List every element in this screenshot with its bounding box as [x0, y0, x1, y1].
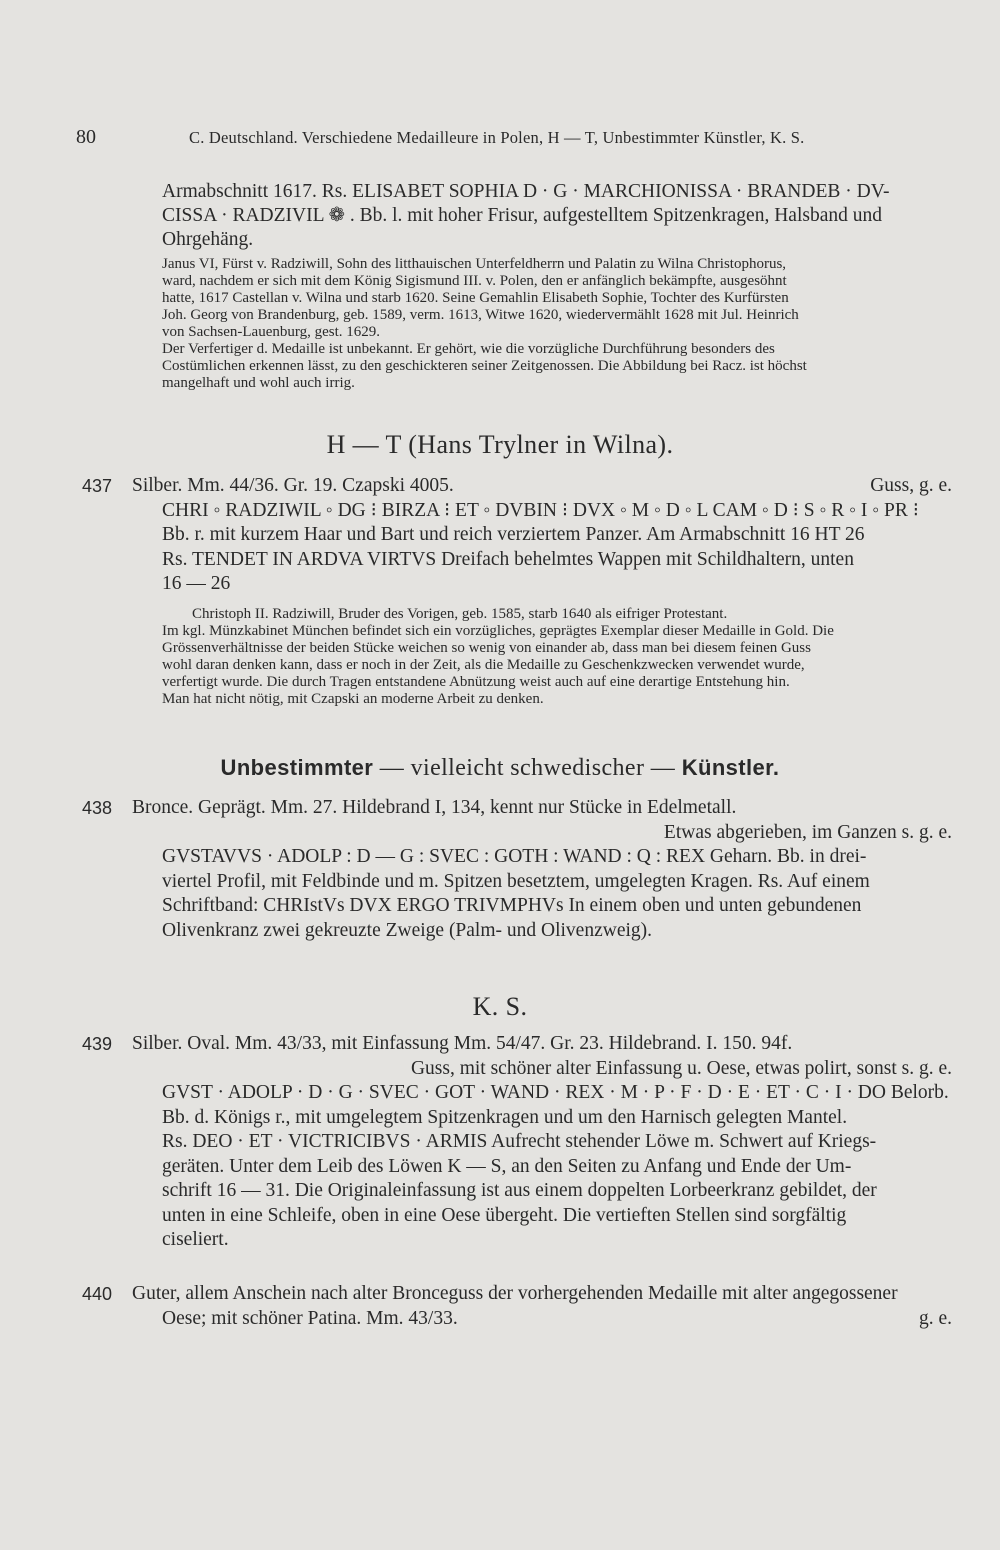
condition-text: g. e. — [918, 1307, 952, 1329]
heading-part: Künstler. — [681, 755, 780, 780]
text-line: CISSA · RADZIVIL ❁ . Bb. l. mit hoher Frisur, aufgestelltem Spitzenkragen, Halsband und — [162, 205, 882, 226]
note-line: Im kgl. Münzkabinet München befindet sich ein vorzügliches, geprägtes Exemplar dieser Medaille in Gold. Die — [162, 623, 834, 639]
note-line: ward, nachdem er sich mit dem König Sigismund III. v. Polen, den er anfänglich bekämpfte, ausgesöhnt — [162, 273, 787, 289]
section-heading-ks: K. S. — [472, 992, 528, 1021]
text-line: Ohrgehäng. — [162, 229, 254, 250]
inscription-line: CHRI ◦ RADZIWIL ◦ DG ⁝ BIRZA ⁝ ET ◦ DVBIN ⁝ DVX ◦ M ◦ D ◦ L CAM ◦ D ⁝ S ◦ R ◦ I ◦ PR ⁝ — [162, 499, 919, 521]
heading-part: Unbestimmter — [220, 755, 374, 780]
note-line: mangelhaft und wohl auch irrig. — [162, 375, 355, 391]
description-text: Guter, allem Anschein nach alter Bronceguss der vorhergehenden Medaille mit alter angegossener — [132, 1283, 898, 1304]
note-line: hatte, 1617 Castellan v. Wilna und starb 1620. Seine Gemahlin Elisabeth Sophie, Tochter des Kurfürsten — [162, 290, 789, 306]
description-text: Bronce. Geprägt. Mm. 27. Hildebrand I, 134, kennt nur Stücke in Edelmetall. — [132, 797, 737, 818]
note-line: Joh. Georg von Brandenburg, geb. 1589, verm. 1613, Witwe 1620, wiedervermählt 1628 mit Jul. Heinrich — [162, 307, 799, 323]
text-line: Bb. r. mit kurzem Haar und Bart und reich verziertem Panzer. Am Armabschnitt 16 HT 26 — [162, 524, 865, 545]
note-line: von Sachsen-Lauenburg, gest. 1629. — [162, 324, 381, 340]
text-line: viertel Profil, mit Feldbinde und m. Spitzen besetztem, umgelegten Kragen. Rs. Auf einem — [162, 870, 870, 892]
entry-number: 440 — [82, 1284, 113, 1304]
continuation-text — [0, 180, 1000, 252]
description-text: Oese; mit schöner Patina. Mm. 43/33. — [162, 1307, 458, 1329]
text-line: Schriftband: CHRIstVs DVX ERGO TRIVMPHVs In einem oben und unten gebundenen — [162, 895, 862, 916]
inscription-line: GVST · ADOLP · D · G · SVEC · GOT · WAND · REX · M · P · F · D · E · ET · C · I · DO Belorb. — [162, 1082, 949, 1103]
note-line: Man hat nicht nötig, mit Czapski an moderne Arbeit zu denken. — [162, 691, 544, 707]
text-line: 16 — 26 — [162, 573, 231, 594]
text-line: ciseliert. — [162, 1229, 229, 1250]
note-line: wohl daran denken kann, dass er noch in der Zeit, als die Medaille zu Geschenkzwecken verwendet wurde, — [162, 657, 805, 673]
text-line: Rs. DEO · ET · VICTRICIBVS · ARMIS Aufrecht stehender Löwe m. Schwert auf Kriegs- — [162, 1131, 877, 1152]
note-line: verfertigt wurde. Die durch Tragen entstandene Abnützung weist auch auf eine derartige Entstehung hin. — [162, 674, 790, 690]
condition-text: Guss, g. e. — [870, 475, 952, 496]
note-line: Grössenverhältnisse der beiden Stücke weichen so wenig von einander ab, dass man bei diesem feinen Guss — [162, 640, 811, 656]
text-line: unten in eine Schleife, oben in eine Oese übergeht. Die vertieften Stellen sind sorgfältig — [162, 1204, 847, 1226]
entry-second-line — [0, 1307, 1000, 1332]
text-line: Armabschnitt 1617. Rs. ELISABET SOPHIA D · G · MARCHIONISSA · BRANDEB · DV- — [162, 181, 890, 202]
condition-text: Guss, mit schöner alter Einfassung u. Oese, etwas polirt, sonst s. g. e. — [410, 1057, 952, 1079]
note-line: Christoph II. Radziwill, Bruder des Vorigen, geb. 1585, starb 1640 als eifriger Protestant. — [192, 606, 728, 622]
description-text: Silber. Oval. Mm. 43/33, mit Einfassung Mm. 54/47. Gr. 23. Hildebrand. I. 150. 94f. — [132, 1033, 793, 1054]
entry-first-line — [0, 474, 1000, 499]
entry-439 — [0, 1032, 1000, 1253]
entry-number: 437 — [82, 476, 113, 496]
entry-437 — [0, 474, 1000, 597]
section-heading-unbestimmter — [0, 755, 1000, 782]
note-line: Der Verfertiger d. Medaille ist unbekannt. Er gehört, wie die vorzügliche Durchführung besonders des — [162, 341, 775, 357]
text-line: geräten. Unter dem Leib des Löwen K — S, an den Seiten zu Anfang und Ende der Um- — [162, 1155, 852, 1177]
condition-text: Etwas abgerieben, im Ganzen s. g. e. — [663, 821, 952, 843]
text-line: Bb. d. Königs r., mit umgelegtem Spitzenkragen und um den Harnisch gelegten Mantel. — [162, 1106, 848, 1128]
heading-part: — vielleicht schwedischer — — [379, 755, 676, 781]
entry-437-notes — [0, 606, 1000, 708]
description-text: Silber. Mm. 44/36. Gr. 19. Czapski 4005. — [132, 475, 454, 496]
entry-number: 438 — [82, 798, 113, 818]
section-heading-ht: H — T (Hans Trylner in Wilna). — [326, 430, 674, 459]
running-title: C. Deutschland. Verschiedene Medailleure in Polen, H — T, Unbestimmter Künstler, K. S. — [189, 128, 805, 147]
text-line: schrift 16 — 31. Die Originaleinfassung ist aus einem doppelten Lorbeerkranz gebildet, der — [162, 1180, 877, 1201]
inscription-line: GVSTAVVS · ADOLP : D — G : SVEC : GOTH : WAND : Q : REX Geharn. Bb. in drei- — [162, 846, 867, 867]
text-line: Rs. TENDET IN ARDVA VIRTVS Dreifach behelmtes Wappen mit Schildhaltern, unten — [162, 548, 854, 570]
text-line: Olivenkranz zwei gekreuzte Zweige (Palm- und Olivenzweig). — [162, 919, 653, 941]
entry-438 — [0, 796, 1000, 943]
page-number: 80 — [76, 126, 96, 148]
entry-number: 439 — [82, 1034, 113, 1054]
note-line: Costümlichen erkennen lässt, zu den geschickteren seiner Zeitgenossen. Die Abbildung bei Racz. ist höchst — [162, 358, 807, 374]
note-line: Janus VI, Fürst v. Radziwill, Sohn des litthauischen Unterfeldherrn und Palatin zu Wilna Christophorus, — [162, 256, 787, 272]
continuation-notes — [0, 256, 1000, 392]
entry-440 — [0, 1282, 1000, 1331]
